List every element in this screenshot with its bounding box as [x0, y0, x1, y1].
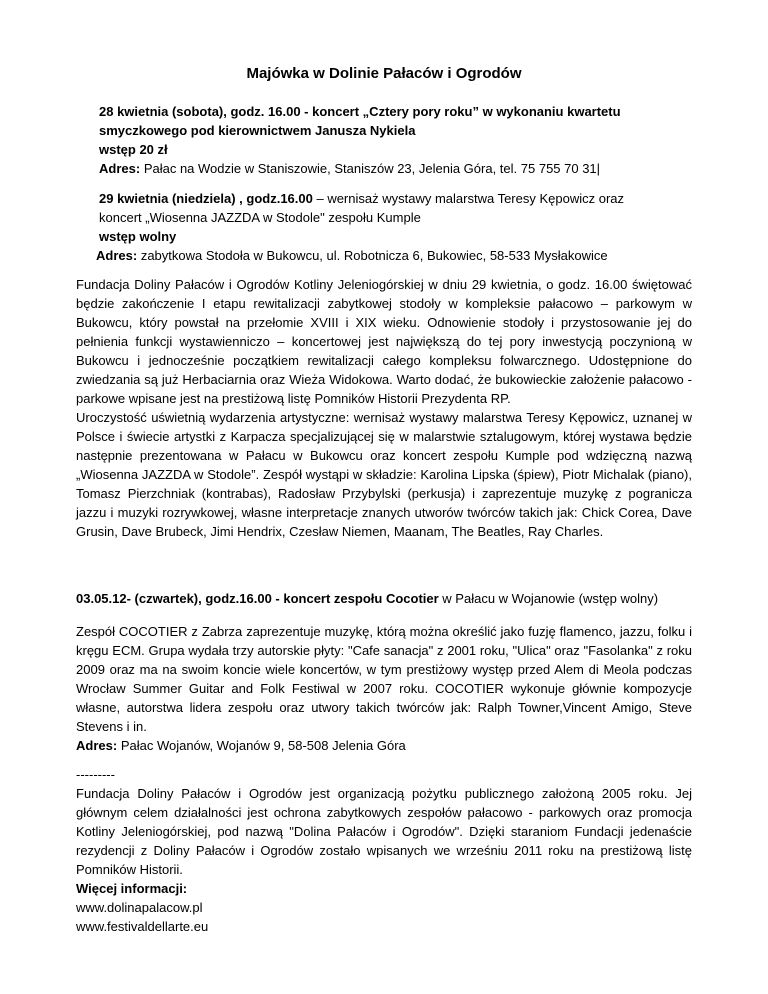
event-1: [99, 102, 699, 178]
event-3-location: w Pałacu w Wojanowie (wstęp wolny): [438, 591, 659, 606]
event-2-address-line: [96, 246, 699, 265]
event-2-address-label: Adres:: [96, 248, 138, 263]
event-1-entry: wstęp 20 zł: [99, 142, 168, 157]
link-festivaldellarte[interactable]: www.festivaldellarte.eu: [76, 919, 209, 934]
event-1-address-line: [99, 159, 699, 178]
paragraph-1-part-1: Fundacja Doliny Pałaców i Ogrodów Kotliny Jeleniogórskiej w dniu 29 kwietnia, o godz. 16.00 świętować będzie zakończenie I etapu rewitalizacji zabytkowej stodoły w kompleksie pałacowo – parkowym w Bukowcu, który powstał na przełomie XVIII i XIX wieku. Odnowienie stodoły i przystosowanie jej do pełnienia funkcji wystawienniczo – koncertowej jest największą do tej pory inwestycją poczynioną w Bukowcu i jednocześnie początkiem rewitalizacji całego kompleksu folwarcznego. Udostępnione do zwiedzania są już Herbaciarnia oraz Wieża Widokowa. Warto dodać, że bukowieckie założenie pałacowo - parkowe wpisane jest na prestiżową listę Pomników Historii Prezydenta RP.: [76, 277, 692, 406]
footer: [76, 765, 692, 936]
paragraph-2-address: Pałac Wojanów, Wojanów 9, 58-508 Jelenia Góra: [120, 738, 406, 753]
paragraph-1-part-2: Uroczystość uświetnią wydarzenia artystyczne: wernisaż wystawy malarstwa Teresy Kępowicz, uznanej w Polsce i świecie artystki z Karpacza specjalizującej się w malarstwie sztalugowym, której wystawa będzie następnie prezentowana w Pałacu w Bukowcu oraz koncert zespołu Kumple pod wdzięczną nazwą „Wiosenna JAZZDA w Stodole”. Zespół wystąpi w składzie: Karolina Lipska (śpiew), Piotr Michalak (piano), Tomasz Pierzchniak (kontrabas), Radosław Przybylski (perkusja) i zaprezentuje muzykę z pogranicza jazzu i muzyki rozrywkowej, własne interpretacje znanych utworów twórców takich jak: Chick Corea, Dave Grusin, Dave Brubeck, Jimi Hendrix, Czesław Niemen, Maanam, The Beatles, Ray Charles.: [76, 410, 692, 539]
paragraph-1: [76, 275, 692, 541]
link-dolinapalacow[interactable]: www.dolinapalacow.pl: [76, 900, 203, 915]
event-2-date: 29 kwietnia (niedziela) , godz.16.00: [99, 191, 313, 206]
event-3: [76, 589, 692, 608]
event-2: [96, 189, 699, 265]
event-2-address: zabytkowa Stodoła w Bukowcu, ul. Robotnicza 6, Bukowiec, 58-533 Mysłakowice: [140, 248, 608, 263]
event-2-entry: wstęp wolny: [99, 229, 177, 244]
event-2-heading-line-2: koncert „Wiosenna JAZZDA w Stodole" zespołu Kumple: [99, 210, 421, 225]
event-2-description: – wernisaż wystawy malarstwa Teresy Kępowicz oraz: [312, 191, 625, 206]
event-1-address-label: Adres:: [99, 161, 141, 176]
paragraph-2: [76, 622, 692, 755]
paragraph-2-address-line: [76, 736, 692, 755]
event-2-heading-line-1: [99, 189, 699, 208]
page-title: Majówka w Dolinie Pałaców i Ogrodów: [246, 65, 522, 82]
paragraph-2-text: Zespół COCOTIER z Zabrza zaprezentuje muzykę, którą można określić jako fuzję flamenco, jazzu, folku i kręgu ECM. Grupa wydała trzy autorskie płyty: "Cafe sanacja" z 2001 roku, "Ulica" oraz "Fasolanka" z roku 2009 oraz ma na swoim koncie wiele koncertów, w tym prestiżowy występ przed Alem di Meola podczas Wrocław Summer Guitar and Folk Festiwal w 2007 roku. COCOTIER wykonuje głównie kompozycje własne, autorstwa lidera zespołu oraz utwory takich twórców jak: Ralph Towner,Vincent Amigo, Steve Stevens i in.: [76, 624, 692, 734]
more-info-label: Więcej informacji:: [76, 881, 188, 896]
footer-text: Fundacja Doliny Pałaców i Ogrodów jest organizacją pożytku publicznego założoną 2005 roku. Jej głównym celem działalności jest ochrona zabytkowych zespołów pałacowo - parkowych oraz promocja Kotliny Jeleniogórskiej, pod nazwą "Dolina Pałaców i Ogrodów". Dzięki staraniom Fundacji jedenaście rezydencji z Doliny Pałaców i Ogrodów zostało wpisanych we wrześniu 2011 roku na prestiżową listę Pomników Historii.: [76, 786, 692, 877]
paragraph-2-address-label: Adres:: [76, 738, 118, 753]
event-1-heading-line-2: smyczkowego pod kierownictwem Janusza Nykiela: [99, 123, 416, 138]
separator: ---------: [76, 767, 115, 782]
event-1-address: Pałac na Wodzie w Staniszowie, Staniszów 23, Jelenia Góra, tel. 75 755 70 31|: [143, 161, 601, 176]
event-3-heading: 03.05.12- (czwartek), godz.16.00 - koncert zespołu Cocotier: [76, 591, 439, 606]
event-1-heading-line-1: 28 kwietnia (sobota), godz. 16.00 - koncert „Cztery pory roku” w wykonaniu kwartetu: [99, 104, 621, 119]
